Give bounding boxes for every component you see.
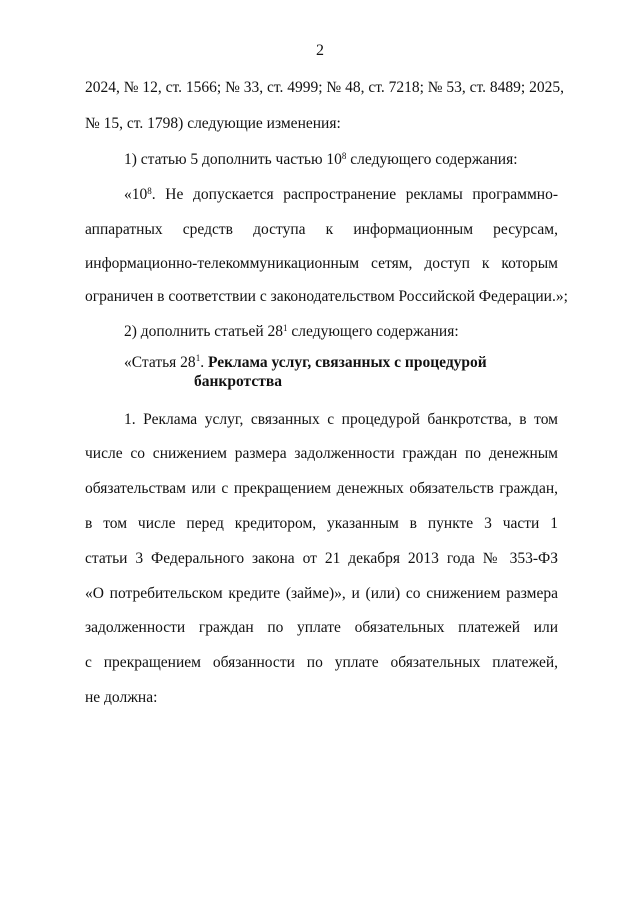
text-line — [124, 322, 558, 342]
article-label: «Статья 28 — [124, 354, 196, 371]
text-line: № 15, ст. 1798) следующие изменения: — [85, 115, 341, 132]
article-title: Реклама услуг, связанных с процедурой — [207, 354, 487, 371]
text-fragment: следующего содержания: — [346, 151, 518, 168]
text-line: ограничен в соответствии с законодательством Российской Федерации.»; — [85, 288, 568, 305]
superscript: 8 — [341, 151, 347, 161]
text-line: 2024, № 12, ст. 1566; № 33, ст. 4999; № 48, ст. 7218; № 53, ст. 8489; 2025, — [85, 79, 564, 96]
text-line — [124, 185, 558, 205]
superscript: 1 — [195, 353, 201, 363]
text-line: в том числе перед кредитором, указанным в пункте 3 части 1 — [85, 515, 558, 532]
article-heading — [124, 353, 487, 372]
text-fragment: «10 — [124, 186, 148, 203]
text-line: не должна: — [85, 689, 158, 706]
text-line: информационно-телекоммуникационным сетям, доступ к которым — [85, 255, 558, 272]
text-line — [124, 150, 558, 170]
page-number: 2 — [316, 42, 324, 59]
text-fragment: 1) статью 5 дополнить частью 10 — [124, 151, 342, 168]
text-fragment: . — [200, 354, 208, 371]
text-line: с прекращением обязанности по уплате обязательных платежей, — [85, 654, 558, 671]
text-line: «О потребительском кредите (займе)», и (или) со снижением размера — [85, 585, 558, 602]
text-fragment: . Не допускается распространение рекламы программно- — [151, 186, 558, 203]
text-line: аппаратных средств доступа к информационным ресурсам, — [85, 221, 558, 238]
superscript: 8 — [147, 186, 152, 196]
text-line: статьи 3 Федерального закона от 21 декабря 2013 года № 353-ФЗ — [85, 550, 558, 567]
text-fragment: следующего содержания: — [287, 323, 459, 340]
superscript: 1 — [283, 323, 288, 333]
text-line: 1. Реклама услуг, связанных с процедурой банкротства, в том — [124, 411, 558, 428]
text-line: задолженности граждан по уплате обязательных платежей или — [85, 619, 558, 636]
article-title-continued: банкротства — [194, 373, 282, 390]
text-fragment: 2) дополнить статьей 28 — [124, 323, 284, 340]
text-line: обязательствам или с прекращением денежных обязательств граждан, — [85, 480, 558, 497]
text-line: числе со снижением размера задолженности граждан по денежным — [85, 445, 558, 462]
